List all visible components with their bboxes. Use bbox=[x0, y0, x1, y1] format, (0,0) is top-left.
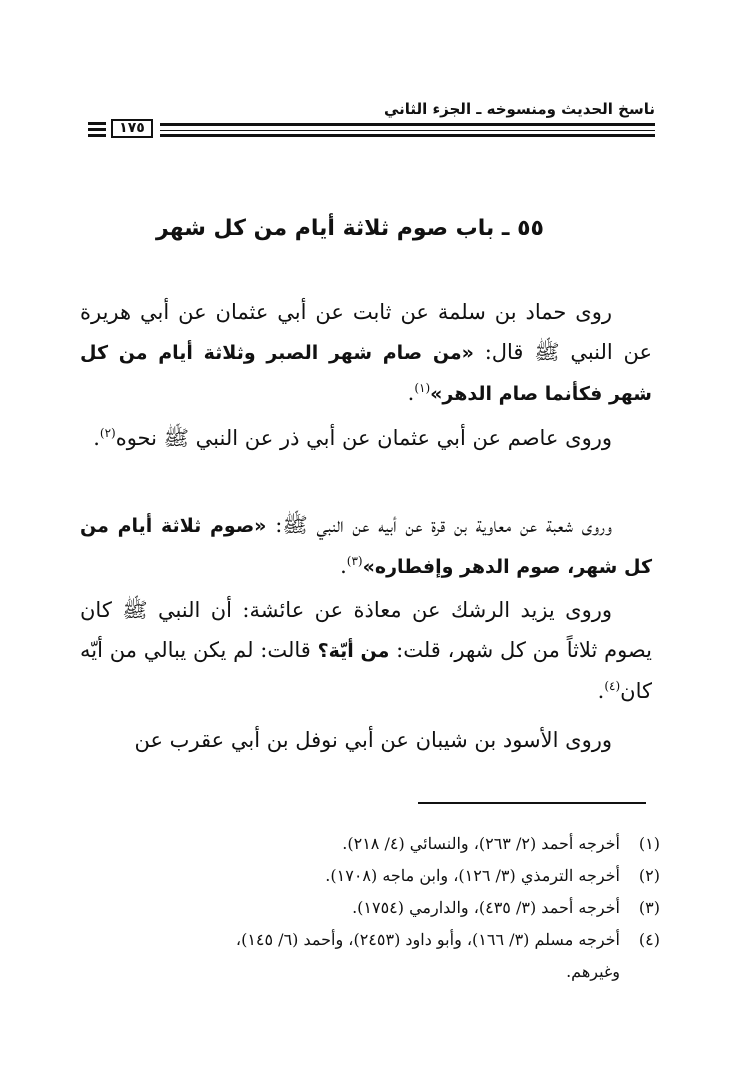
paragraph-4 bbox=[80, 590, 652, 711]
paragraph-text: وروى عاصم عن أبي عثمان عن أبي ذر عن النبي ﷺ نحوه bbox=[115, 426, 612, 450]
footnote-ref: (٤) bbox=[604, 679, 621, 693]
chapter-title: ٥٥ ـ باب صوم ثلاثة أيام من كل شهر bbox=[156, 216, 544, 241]
paragraph-text: وروى شعبة عن معاوية بن قرة عن أبيه عن النبي ﷺ: bbox=[266, 513, 612, 537]
hadith-quote: «صوم ثلاثة أيام من كل شهر، صوم الدهر وإفطاره» bbox=[80, 515, 652, 578]
header-rule-right-bottom bbox=[160, 134, 655, 137]
footnote-3 bbox=[80, 892, 660, 924]
footnote-text: أخرجه الترمذي (٣/ ١٢٦)، وابن ماجه (١٧٠٨). bbox=[325, 866, 620, 885]
paragraph-text: وروى يزيد الرشك عن معاذة عن عائشة: أن النبي ﷺ كان يصوم ثلاثاً من كل شهر، قلت: bbox=[80, 598, 652, 662]
footnotes bbox=[80, 828, 660, 988]
paragraph-text: . bbox=[597, 679, 605, 703]
paragraph-3 bbox=[80, 505, 652, 587]
header-rule-right-thick bbox=[160, 123, 655, 126]
footnote-2 bbox=[80, 860, 660, 892]
paragraph-text: روى حماد بن سلمة عن ثابت عن أبي عثمان عن أبي هريرة عن النبي ﷺ قال: bbox=[80, 300, 653, 364]
paragraph-2 bbox=[80, 418, 652, 458]
footnote-number: (٢) bbox=[638, 866, 660, 885]
header-rule-right-thin bbox=[160, 130, 655, 131]
paragraph-5 bbox=[80, 720, 652, 760]
footnote-number: (٤) bbox=[638, 930, 660, 949]
running-title: ناسخ الحديث ومنسوخه ـ الجزء الثاني bbox=[383, 100, 655, 118]
footnote-4-continuation: وغيرهم. bbox=[566, 962, 620, 981]
footnote-number: (٣) bbox=[638, 898, 660, 917]
paragraph-1 bbox=[80, 292, 652, 414]
paragraph-text: . bbox=[93, 426, 100, 450]
footnote-ref: (١) bbox=[414, 381, 431, 395]
question-text: من أيّة؟ bbox=[317, 640, 390, 662]
paragraph-text: . bbox=[407, 381, 415, 405]
paragraph-text: قالت: لم يكن يبالي من أيّه كان bbox=[80, 638, 652, 703]
footnote-ref: (٢) bbox=[99, 426, 116, 440]
header-rule-left-1 bbox=[88, 122, 106, 125]
footnote-4 bbox=[80, 924, 660, 956]
footnote-text: أخرجه أحمد (٣/ ٤٣٥)، والدارمي (١٧٥٤). bbox=[352, 898, 620, 917]
hadith-quote: «من صام شهر الصبر وثلاثة أيام من كل شهر فكأنما صام الدهر» bbox=[80, 342, 652, 405]
footnote-1 bbox=[80, 828, 660, 860]
footnote-ref: (٣) bbox=[346, 554, 363, 568]
paragraph-text: . bbox=[340, 554, 347, 578]
footnote-text: أخرجه أحمد (٢/ ٢٦٣)، والنسائي (٤/ ٢١٨). bbox=[342, 834, 620, 853]
header-rule-left-3 bbox=[88, 134, 106, 137]
footnote-number: (١) bbox=[638, 834, 660, 853]
page-number: ١٧٥ bbox=[111, 119, 153, 138]
footnote-separator bbox=[418, 802, 646, 804]
paragraph-text: وروى الأسود بن شيبان عن أبي نوفل بن أبي عقرب عن bbox=[134, 728, 612, 752]
header-rule-left-2 bbox=[88, 128, 106, 131]
footnote-text: أخرجه مسلم (٣/ ١٦٦)، وأبو داود (٢٤٥٣)، وأحمد (٦/ ١٤٥)، bbox=[235, 930, 620, 949]
